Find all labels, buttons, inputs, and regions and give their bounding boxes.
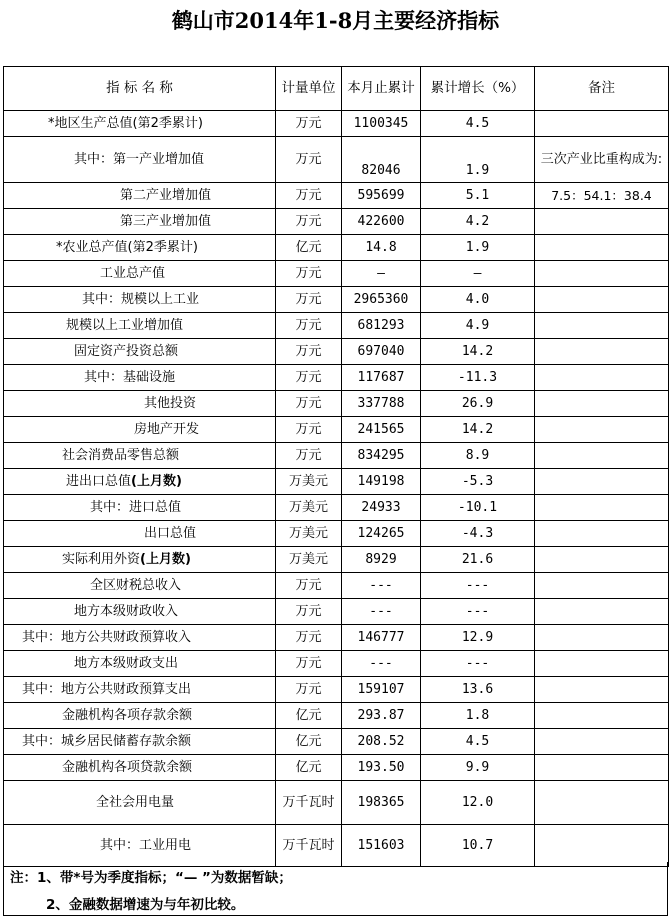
row-name: 工业总产值 [4,261,276,287]
row-name: 地方本级财政支出 [4,651,276,677]
row-name: 第二产业增加值 [4,183,276,209]
row-remark [535,391,669,417]
row-remark [535,111,669,137]
row-value: --- [342,599,421,625]
table-row [4,183,669,209]
row-unit: 亿元 [276,235,342,261]
remark-ratio-text: 7.5：54.1：38.4 [535,183,669,209]
page-title: 鹤山市2014年1-8月主要经济指标 [171,8,500,33]
row-growth: -10.1 [421,495,535,521]
row-name: *农业总产值(第2季累计) [4,235,276,261]
row-unit: 万美元 [276,547,342,573]
row-growth: --- [421,573,535,599]
row-unit: 万元 [276,599,342,625]
row-value: — [342,261,421,287]
row-value: 337788 [342,391,421,417]
row-unit: 万千瓦时 [276,781,342,825]
row-unit: 万元 [276,417,342,443]
row-value: 124265 [342,521,421,547]
row-remark [535,599,669,625]
table-row [4,313,669,339]
row-name: *地区生产总值(第2季累计) [4,111,276,137]
row-value: 293.87 [342,703,421,729]
row-name: 其中：工业用电 [4,825,276,867]
row-growth: 14.2 [421,417,535,443]
row-remark [535,651,669,677]
row-value: 149198 [342,469,421,495]
row-unit: 万元 [276,261,342,287]
row-growth: 4.5 [421,111,535,137]
row-unit: 万元 [276,313,342,339]
row-unit: 万元 [276,209,342,235]
row-value: 681293 [342,313,421,339]
table-row [4,261,669,287]
table-row [4,625,669,651]
row-growth: — [421,261,535,287]
row-growth: --- [421,599,535,625]
row-growth: 4.0 [421,287,535,313]
remark-structure-text: 三次产业比重构成为: [535,137,669,183]
row-value: 2965360 [342,287,421,313]
table-row [4,651,669,677]
row-name [4,469,276,495]
row-name: 固定资产投资总额 [4,339,276,365]
header-name: 指 标 名 称 [4,67,276,111]
row-growth: 26.9 [421,391,535,417]
footnotes [3,862,668,916]
row-unit: 万元 [276,573,342,599]
row-name: 社会消费品零售总额 [4,443,276,469]
table-row [4,469,669,495]
row-growth: 10.7 [421,825,535,867]
table-row [4,825,669,867]
row-value: --- [342,573,421,599]
row-name: 地方本级财政收入 [4,599,276,625]
row-value: 595699 [342,183,421,209]
row-value: 1100345 [342,111,421,137]
row-value: 24933 [342,495,421,521]
footnote-1: 注：1、带*号为季度指标；“— ”为数据暂缺； [10,870,292,886]
row-name-text: 进出口总值 [66,473,132,489]
row-unit: 万千瓦时 [276,825,342,867]
row-growth: -5.3 [421,469,535,495]
row-growth: 13.6 [421,677,535,703]
row-unit: 万元 [276,391,342,417]
table-row [4,677,669,703]
row-name [4,547,276,573]
row-growth: 5.1 [421,183,535,209]
row-name: 其中：进口总值 [4,495,276,521]
row-unit: 万元 [276,287,342,313]
row-unit: 万美元 [276,495,342,521]
row-name: 规模以上工业增加值 [4,313,276,339]
row-value: 146777 [342,625,421,651]
table-row [4,417,669,443]
row-name: 房地产开发 [4,417,276,443]
table-row [4,287,669,313]
row-remark [535,209,669,235]
table-row [4,703,669,729]
row-name: 其中：第一产业增加值 [4,137,276,183]
row-name: 出口总值 [4,521,276,547]
row-name: 其中：基础设施 [4,365,276,391]
row-growth: 4.9 [421,313,535,339]
row-name: 金融机构各项贷款余额 [4,755,276,781]
indicator-table [3,66,669,867]
row-value: 151603 [342,825,421,867]
row-growth: -11.3 [421,365,535,391]
row-value: 159107 [342,677,421,703]
table-row [4,781,669,825]
row-value: 697040 [342,339,421,365]
footnote-2: 2、金融数据增速为与年初比较。 [46,897,245,913]
row-remark [535,339,669,365]
row-name-text: 实际利用外资 [62,551,141,567]
row-unit: 万元 [276,677,342,703]
row-remark [535,313,669,339]
row-value: 422600 [342,209,421,235]
row-name: 全区财税总收入 [4,573,276,599]
row-growth: --- [421,651,535,677]
table-row [4,755,669,781]
row-growth: 1.9 [421,235,535,261]
table-row [4,599,669,625]
row-unit: 万元 [276,339,342,365]
row-remark [535,235,669,261]
row-remark [535,547,669,573]
table-row [4,729,669,755]
row-remark [535,825,669,867]
row-unit: 万元 [276,443,342,469]
table-row [4,365,669,391]
row-unit: 万元 [276,137,342,183]
row-value: 117687 [342,365,421,391]
table-row [4,495,669,521]
row-unit: 亿元 [276,703,342,729]
header-remark: 备注 [535,67,669,111]
row-remark [535,729,669,755]
row-name-bold: (上月数) [140,551,191,567]
row-remark [535,521,669,547]
row-name: 全社会用电量 [4,781,276,825]
row-name: 其中：城乡居民储蓄存款余额 [4,729,276,755]
row-value: --- [342,651,421,677]
table-row [4,209,669,235]
table-row [4,391,669,417]
row-growth: 14.2 [421,339,535,365]
row-unit: 万元 [276,183,342,209]
row-remark [535,443,669,469]
row-value: 8929 [342,547,421,573]
row-unit: 万元 [276,111,342,137]
header-value: 本月止累计 [342,67,421,111]
row-name: 其中：地方公共财政预算支出 [4,677,276,703]
row-remark [535,417,669,443]
row-name: 其他投资 [4,391,276,417]
table-row [4,443,669,469]
row-growth: 12.0 [421,781,535,825]
row-value: 14.8 [342,235,421,261]
row-unit: 万元 [276,625,342,651]
table-row [4,339,669,365]
row-remark [535,495,669,521]
table-row [4,573,669,599]
table-row [4,111,669,137]
row-unit: 万元 [276,365,342,391]
table-row [4,521,669,547]
table-header-row [4,67,669,111]
row-remark [535,573,669,599]
row-remark [535,625,669,651]
row-growth: 8.9 [421,443,535,469]
row-name: 第三产业增加值 [4,209,276,235]
row-unit: 万美元 [276,469,342,495]
row-name: 其中：规模以上工业 [4,287,276,313]
row-remark [535,365,669,391]
table-row [4,235,669,261]
row-growth: 4.2 [421,209,535,235]
row-unit: 亿元 [276,755,342,781]
row-remark [535,677,669,703]
row-value: 241565 [342,417,421,443]
row-unit: 万元 [276,651,342,677]
header-unit: 计量单位 [276,67,342,111]
row-growth: 21.6 [421,547,535,573]
row-growth: 12.9 [421,625,535,651]
row-remark [535,755,669,781]
row-growth: -4.3 [421,521,535,547]
row-value: 208.52 [342,729,421,755]
row-name-bold: (上月数) [131,473,182,489]
row-name: 其中：地方公共财政预算收入 [4,625,276,651]
row-growth: 9.9 [421,755,535,781]
header-growth: 累计增长（%） [421,67,535,111]
row-unit: 万美元 [276,521,342,547]
row-remark [535,781,669,825]
table-row [4,137,669,183]
row-value: 193.50 [342,755,421,781]
row-remark [535,261,669,287]
row-growth: 1.8 [421,703,535,729]
row-growth: 4.5 [421,729,535,755]
row-remark [535,703,669,729]
row-remark [535,469,669,495]
row-value: 834295 [342,443,421,469]
row-unit: 亿元 [276,729,342,755]
row-value: 198365 [342,781,421,825]
table-row [4,547,669,573]
row-value: 82046 [342,137,421,183]
row-name: 金融机构各项存款余额 [4,703,276,729]
row-remark [535,287,669,313]
row-growth: 1.9 [421,137,535,183]
